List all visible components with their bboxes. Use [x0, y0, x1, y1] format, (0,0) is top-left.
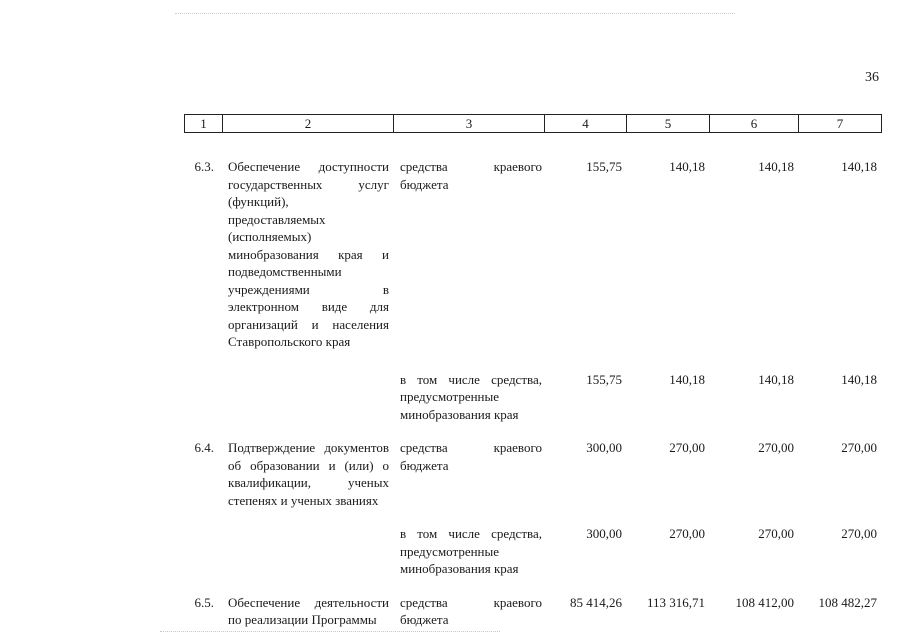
program-table — [184, 158, 881, 629]
row-value-col4: 300,00 — [586, 526, 622, 541]
row-value-col6: 270,00 — [758, 526, 794, 541]
row-value-col4: 85 414,26 — [570, 594, 622, 610]
column-header-2: 2 — [223, 115, 394, 133]
table-row-6-3 — [184, 158, 881, 371]
row-name — [222, 525, 393, 594]
row-value-col5: 270,00 — [669, 440, 705, 455]
row-value-col5: 270,00 — [669, 526, 705, 541]
row-value-col6: 140,18 — [758, 371, 794, 387]
column-header-1: 1 — [185, 115, 223, 133]
row-name: Обеспечение деятельности по реализации Программы — [228, 594, 389, 627]
row-name: Обеспечение доступности государственных услуг (функций), предоставляемых (исполняемых) минобразования края и подведомственными учреждениями в электронном виде для организаций и населения Ставропольского края — [228, 159, 389, 349]
row-value-col5: 140,18 — [669, 159, 705, 174]
row-number: 6.4. — [194, 440, 214, 455]
column-header-row — [185, 115, 882, 133]
row-value-col5: 113 316,71 — [646, 594, 705, 610]
row-value-col6: 108 412,00 — [735, 594, 794, 610]
table-row-6-5 — [184, 594, 881, 629]
table-row-6-4-sub — [184, 525, 881, 594]
row-value-col7: 270,00 — [841, 440, 877, 455]
row-value-col6: 270,00 — [758, 440, 794, 455]
row-funding-source: в том числе средства, предусмотренные минобразования края — [400, 526, 542, 576]
row-funding-source: средства краевого бюджета — [400, 440, 542, 473]
scan-artifact-top — [175, 13, 735, 17]
row-name: Подтверждение документов об образовании и (или) о квалификации, ученых степенях и ученых званиях — [228, 440, 389, 508]
column-header-3: 3 — [394, 115, 545, 133]
row-value-col6: 140,18 — [758, 159, 794, 174]
row-number: 6.5. — [194, 594, 214, 610]
table-row-6-4 — [184, 439, 881, 525]
row-value-col4: 155,75 — [586, 159, 622, 174]
row-number: 6.3. — [194, 159, 214, 174]
column-header-7: 7 — [799, 115, 882, 133]
row-value-col4: 300,00 — [586, 440, 622, 455]
page-number: 36 — [865, 70, 879, 85]
row-funding-source: средства краевого бюджета — [400, 594, 542, 627]
row-value-col7: 270,00 — [841, 526, 877, 541]
row-name — [222, 371, 393, 440]
row-number — [184, 525, 222, 594]
column-header-5: 5 — [627, 115, 710, 133]
row-value-col5: 140,18 — [669, 371, 705, 387]
table-row-6-3-sub — [184, 371, 881, 440]
column-header-4: 4 — [545, 115, 627, 133]
row-value-col7: 140,18 — [841, 159, 877, 174]
column-header-table — [184, 114, 882, 133]
row-funding-source: в том числе средства, предусмотренные минобразования края — [400, 371, 542, 422]
row-value-col4: 155,75 — [586, 371, 622, 387]
scan-artifact-bottom — [160, 631, 500, 635]
row-number — [184, 371, 222, 440]
row-funding-source: средства краевого бюджета — [400, 159, 542, 192]
row-value-col7: 140,18 — [841, 371, 877, 387]
column-header-6: 6 — [710, 115, 799, 133]
row-value-col7: 108 482,27 — [818, 594, 877, 610]
